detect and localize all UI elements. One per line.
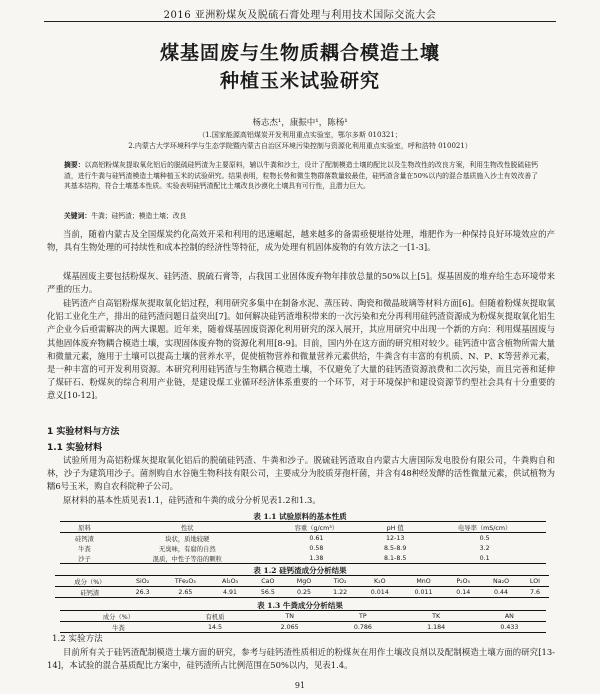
table-reference-paragraph: 原材料的基本性质见表1.1，硅钙渣和牛粪的成分分析见表1.2和1.3。 (63, 495, 321, 505)
table-header-cell: TP (326, 611, 399, 622)
table-header-cell: K₂O (358, 576, 402, 587)
table-3-caption: 表 1.3 牛粪成分分析结果 (257, 601, 343, 610)
materials-paragraph: 试验所用为高铝粉煤灰提取氧化铝后的脱硫硅钙渣、牛粪和沙子。脱硫硅钙渣取自内蒙古大唐国际发电股份有限公司，牛粪购自和林，沙子为建筑用沙子。菌剂购自水谷施生物科技有限公司，主要成分为胶质芽孢杆菌，并含有48种经发酵的活性微量元素，供试植物为糯6号玉米，购自农科院种子公司。 (47, 455, 555, 492)
table-cell: 56.5 (250, 587, 286, 598)
table-header-cell: MnO (402, 576, 446, 587)
table-cell: 1.38 (266, 553, 367, 564)
affiliation-1: （1.国家能源高铝煤炭开发利用重点实验室，鄂尔多斯 010321； (198, 131, 402, 139)
table-cell: 0.1 (423, 553, 546, 564)
abstract-label: 摘要： (64, 161, 85, 169)
table-header-cell: LOI (521, 576, 549, 587)
table-cell: 4.91 (210, 587, 250, 598)
table-cell: 2.65 (161, 587, 211, 598)
table-header-cell: CaO (250, 576, 286, 587)
table-header-cell: Na₂O (481, 576, 521, 587)
table-1-caption: 表 1.1 试验原料的基本性质 (253, 512, 347, 521)
header-rule (44, 21, 556, 22)
table-cell: 无臭味，有腐的自然 (158, 545, 216, 553)
table-cell: 12-13 (386, 534, 405, 542)
table-header-cell: AN (473, 611, 546, 622)
table-header-cell: 性状 (109, 522, 266, 533)
table-header-cell: TFe₂O₃ (161, 576, 211, 587)
section-heading-1-2: 1.2 实验方法 (52, 634, 103, 644)
table-cell: 0.14 (445, 587, 481, 598)
paper-title-line-2: 种植玉米试验研究 (219, 70, 380, 92)
table-cell: 0.61 (309, 534, 324, 542)
table-cell: 0.786 (326, 622, 399, 633)
table-2 (55, 575, 549, 598)
table-header-cell: 电导率（mS/cm） (423, 522, 546, 533)
table-cell: 沙子 (60, 553, 109, 564)
table-cell: 1.22 (322, 587, 358, 598)
table-header-cell: 有机质 (177, 611, 253, 622)
table-row (60, 553, 546, 564)
table-cell: 0.014 (358, 587, 402, 598)
table-cell: 26.3 (125, 587, 161, 598)
abstract-text: 以高铝粉煤灰提取氧化铝后的脱硫硅钙渣为主要原料，辅以牛粪和沙土，设计了配制模造土壤的配比以及生物改性的改良方案，利用生物改性脱硫硅钙渣，进行牛粪与硅钙渣模造土壤种植玉米的试验研究。结果表明，粒物长势和微生物群落数量较最佳，硅钙渣含量在50%以内的混合基质施入沙土有效改善了其基本结构，符合土壤基本性质。实验表明硅钙渣配比土壤改良沙漠化土壤具有可行性，且潜力巨大。 (64, 161, 539, 190)
table-header-cell: SiO₂ (125, 576, 161, 587)
running-header: 2016 亚洲粉煤灰及脱硫石膏处理与利用技术国际交流大会 (163, 10, 437, 21)
methods-paragraph: 目前所有关于硅钙渣配制模造土壤方面的研究，参考与硅钙渣性质相近的粉煤灰在用作土壤改良剂以及配制模造土壤方面的研究[13-14]，本试验的混合基质配比方案中，硅钙渣所占比例范围在50%以内，见表1.4。 (47, 647, 555, 671)
intro-paragraph-2: 煤基固废主要包括粉煤灰、硅钙渣、脱硫石膏等，占我国工业固体废弃物年排放总量的50%以上[5]。煤基固废的堆弃给生态环境带来严重的压力。 (47, 271, 555, 295)
table-cell: 1.184 (399, 622, 472, 633)
section-heading-1-1: 1.1 实验材料 (47, 443, 103, 453)
keywords (64, 210, 538, 220)
keywords-label: 关键词： (64, 212, 92, 220)
page-number: 91 (294, 681, 306, 690)
abstract (64, 160, 538, 192)
table-header-cell: Al₂O₃ (210, 576, 250, 587)
table-cell: 0.44 (481, 587, 521, 598)
table-cell: 混质，中性子等沿的颗粒 (109, 553, 266, 564)
table-row (55, 587, 549, 598)
table-3 (60, 610, 546, 633)
table-row (60, 543, 546, 553)
table-row (60, 622, 546, 633)
table-cell: 0.433 (473, 622, 546, 633)
table-cell: 0.5 (479, 534, 490, 542)
intro-paragraph-3: 硅钙渣产自高铝粉煤灰提取氧化铝过程，利用研究多集中在制备水泥、蒸压砖、陶瓷和微晶玻璃等材料方面[6]。但随着粉煤灰提取氧化铝工业化生产，排出的硅钙渣问题日益突出[7]。如何解决硅钙渣堆积带来的一次污染和充分再利用硅钙渣资源成为粉煤灰提取氧化铝生产企业今后亟需解决的两大课题。近年来，随着煤基固废资源化利用研究的深入展开，其应用研究中出现一个新的方向：利用煤基固废与其他固体废弃物耦合模造土壤，实现固体废弃物的资源化利用[8-9]。目前，国内外在这方面的研究相对较少。硅钙渣中富含植物所需大量和微量元素，施用于土壤可以提高土壤的营养水平，促使植物营养和微量营养元素供给，牛粪含有丰富的有机质、N、P、K等营养元素，是一种丰富的可开发利用资源。本研究利用硅钙渣与生物耦合模造土壤，不仅避免了大量的硅钙渣资源浪费和二次污染，而且完善和延伸了煤矸石、粉煤灰的综合利用产业链，是建设煤工业循环经济体系重要的一个环节，对于环境保护和建设资源节约型社会具有十分重要的意义[10-12]。 (47, 298, 555, 401)
table-cell: 7.6 (521, 587, 549, 598)
table-cell: 0.58 (309, 544, 324, 552)
table-cell: 0.011 (402, 587, 446, 598)
paper-title-line-1: 煤基固废与生物质耦合模造土壤 (159, 42, 440, 64)
table-cell: 8.5-8.9 (384, 544, 407, 552)
table-cell: 硅钙渣 (75, 535, 94, 543)
keywords-text: 牛粪；硅钙渣；模造土壤；改良 (91, 212, 187, 220)
table-cell: 牛粪 (78, 545, 91, 553)
table-header-cell: TK (399, 611, 472, 622)
table-cell: 块状，质地较硬 (165, 535, 210, 543)
affiliation-2: 2.内蒙古大学环境科学与生态学院暨内蒙古自治区环境污染控制与资源化利用重点实验室，呼和浩特 010021） (128, 142, 472, 150)
table-cell: 硅钙渣 (55, 587, 125, 598)
table-header-cell: 成分（%） (60, 611, 177, 622)
section-heading-1: 1 实验材料与方法 (47, 427, 120, 437)
table-2-caption: 表 1.2 硅钙渣成分分析结果 (253, 566, 347, 575)
intro-paragraph-1: 当前，随着内蒙古及全国煤炭约化高效开采和利用的迅速崛起，越来越多的备需亟便堪待处理，堆肥作为一种保持良好环境效应的产物，具有生物处理的可持续性和成本控制的经济性等特征，成为处理有机固体废物的有效方法之一[1-3]。 (47, 229, 555, 253)
table-1 (60, 521, 546, 564)
table-cell: 2.065 (253, 622, 326, 633)
table-header-cell: P₂O₅ (445, 576, 481, 587)
table-header-cell: TN (253, 611, 326, 622)
table-header-cell: MgO (286, 576, 322, 587)
table-cell: 0.25 (286, 587, 322, 598)
table-cell: 牛粪 (60, 622, 177, 633)
table-header-cell: pH 值 (367, 522, 423, 533)
table-header-cell: 容重（g/cm³） (266, 522, 367, 533)
table-row (60, 533, 546, 544)
table-header-cell: 成分（%） (55, 576, 125, 587)
table-header-cell: 原料 (60, 522, 109, 533)
author-list: 杨志杰¹，康振中¹，陈杨¹ (252, 118, 348, 128)
table-cell: 3.2 (479, 544, 490, 552)
table-cell: 14.5 (177, 622, 253, 633)
table-header-cell: TiO₂ (322, 576, 358, 587)
table-cell: 8.1-8.5 (367, 553, 423, 564)
